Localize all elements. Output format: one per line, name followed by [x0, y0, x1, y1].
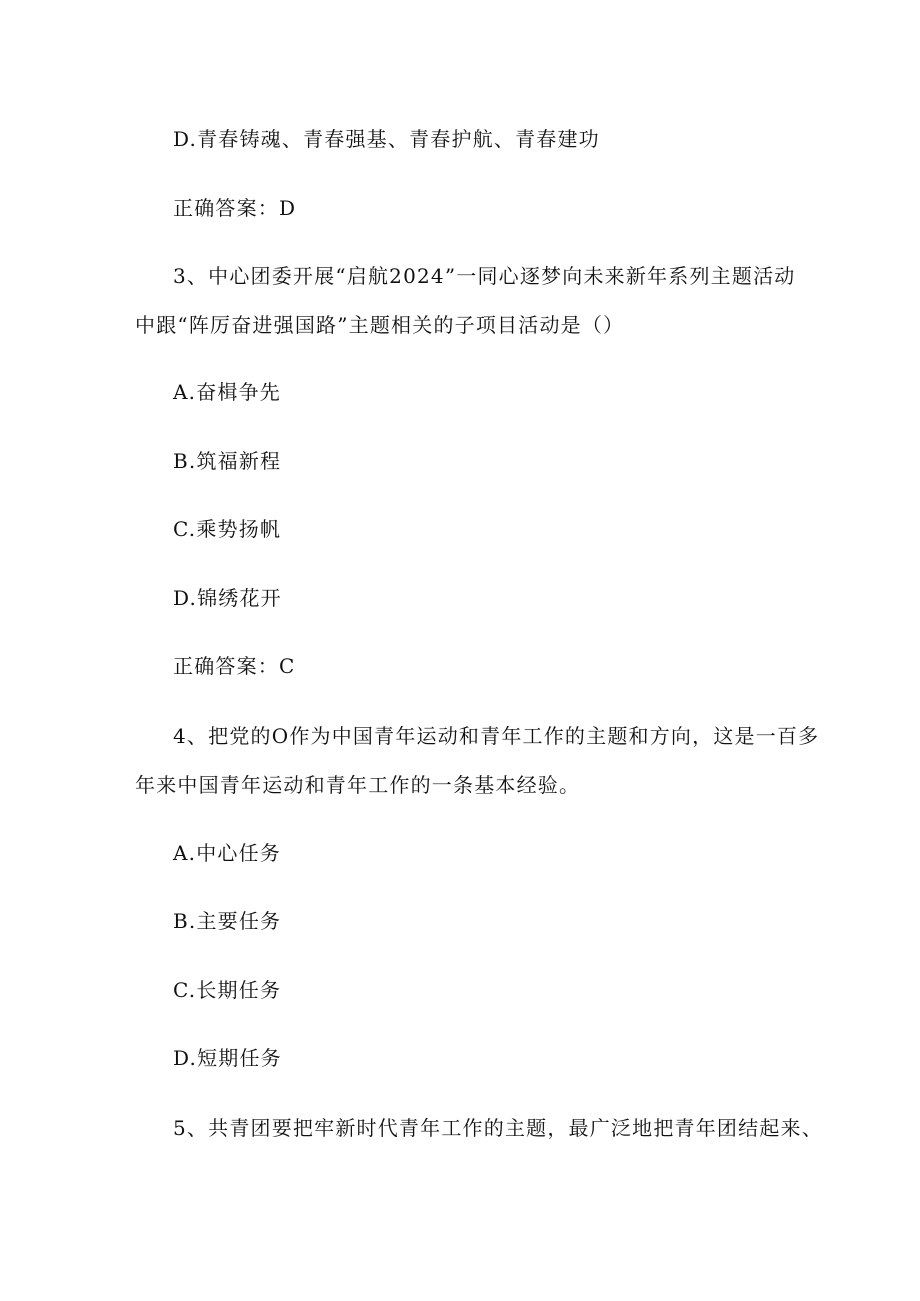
answer-q2: 正确答案：D	[173, 196, 297, 220]
question-4-line-1: 4、把党的O作为中国青年运动和青年工作的主题和方向，这是一百多	[173, 724, 820, 748]
option-d-q2: D.青春铸魂、青春强基、青春护航、青春建功	[173, 127, 600, 151]
option-d-q3: D.锦绣花开	[173, 586, 282, 610]
option-a-q3: A.奋楫争先	[173, 380, 282, 404]
option-c-q3: C.乘势扬帆	[173, 517, 282, 541]
option-b-q4: B.主要任务	[173, 909, 282, 933]
option-c-q4: C.长期任务	[173, 978, 282, 1002]
answer-q3: 正确答案：C	[173, 654, 296, 678]
option-a-q4: A.中心任务	[173, 841, 282, 865]
question-3-line-2: 中跟“阵厉奋进强国路”主题相关的子项目活动是（）	[135, 313, 625, 337]
question-5-line-1: 5、共青团要把牢新时代青年工作的主题，最广泛地把青年团结起来、	[173, 1116, 823, 1140]
question-4-line-2: 年来中国青年运动和青年工作的一条基本经验。	[135, 773, 581, 797]
option-d-q4: D.短期任务	[173, 1046, 282, 1070]
option-b-q3: B.筑福新程	[173, 449, 282, 473]
question-3-line-1: 3、中心团委开展“启航2024”一同心逐梦向未来新年系列主题活动	[173, 264, 796, 288]
